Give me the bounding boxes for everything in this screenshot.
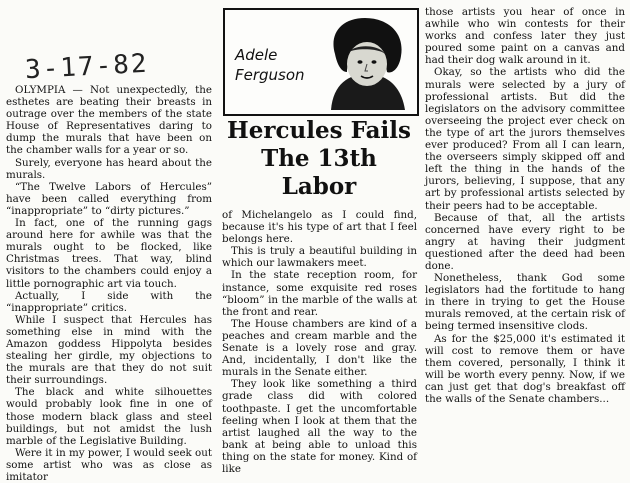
article-column-2 bbox=[222, 209, 417, 475]
author-portrait bbox=[321, 14, 413, 110]
handwritten-date: 3-17-82 bbox=[24, 48, 150, 86]
paragraph: They look like something a third grade class did with colored toothpaste. I get the uncomfortable feeling when I look at them that the artist laughed all the way to the bank at being able to unload this thing on the state for money. Kind of like bbox=[222, 378, 417, 475]
byline-last-name: Ferguson bbox=[235, 66, 305, 84]
paragraph: Surely, everyone has heard about the murals. bbox=[6, 156, 212, 181]
byline-first-name: Adele bbox=[235, 46, 278, 64]
paragraph: those artists you hear of once in awhile who win contests for their works and confess later they just poured some paint on a canvas and had their dog walk around in it. bbox=[425, 6, 625, 67]
paragraph: The House chambers are kind of a peaches and cream marble and the Senate is a lovely rose and gray. And, incidentally, I don't like the murals in the Senate either. bbox=[222, 317, 417, 379]
article-column-1 bbox=[6, 84, 212, 483]
headline-line-1: Hercules Fails bbox=[227, 117, 411, 144]
paragraph: Okay, so the artists who did the murals were selected by a jury of professional artists. But did the legislators on the advisory committee overseeing the project ever check on the type of art the jurors themselves ever produced? From all I can learn, the overseers simply skipped off and left the thing in the hands of the jurors, believing, I suppose, that any art by professional artists selected by their peers had to be acceptable. bbox=[425, 66, 625, 212]
headline bbox=[222, 117, 416, 201]
byline-box bbox=[223, 8, 419, 116]
paragraph: In the state reception room, for instance, some exquisite red roses “bloom” in the marble of the walls at the front and rear. bbox=[222, 269, 417, 318]
paragraph: OLYMPIA — Not unexpectedly, the esthetes are beating their breasts in outrage over the members of the state House of Representatives daring to dump the murals that have been on the chamber walls for a year or so. bbox=[6, 84, 212, 157]
paragraph: While I suspect that Hercules has something else in mind with the Amazon goddess Hippolyta besides stealing her girdle, my objections to the murals are that they do not suit their surroundings. bbox=[6, 313, 212, 387]
paragraph: As for the $25,000 it's estimated it will cost to remove them or have them covered, personally, I think it will be worth every penny. Now, if we can just get that dog's breakfast off the walls of the Senate chambers... bbox=[425, 332, 625, 405]
paragraph: of Michelangelo as I could find, because it's his type of art that I feel belongs here. bbox=[222, 209, 417, 246]
paragraph: Were it in my power, I would seek out some artist who was as close as imitator bbox=[6, 446, 213, 483]
paragraph: “The Twelve Labors of Hercules” have been called everything from “inappropriate” to “dirty pictures.” bbox=[6, 180, 212, 217]
paragraph: Actually, I side with the “inappropriate” critics. bbox=[6, 289, 212, 314]
paragraph: This is truly a beautiful building in which our lawmakers meet. bbox=[222, 245, 417, 270]
paragraph: In fact, one of the running gags around here for awhile was that the murals ought to be flocked, like Christmas trees. That way, blind visitors to the chambers could enjoy a little pornographic art via touch. bbox=[6, 217, 212, 290]
paragraph: The black and white silhouettes would probably look fine in one of those modern black glass and steel buildings, but not amidst the lush marble of the Legislative Building. bbox=[6, 386, 212, 447]
headline-line-2: The 13th Labor bbox=[261, 145, 377, 200]
paragraph: Because of that, all the artists concerned have every right to be angry at having their judgment questioned after the deed had been done. bbox=[425, 211, 625, 272]
article-column-3 bbox=[425, 6, 625, 405]
paragraph: Nonetheless, thank God some legislators had the fortitude to hang in there in trying to get the House murals removed, at the certain risk of being termed insensitive clods. bbox=[425, 272, 625, 333]
